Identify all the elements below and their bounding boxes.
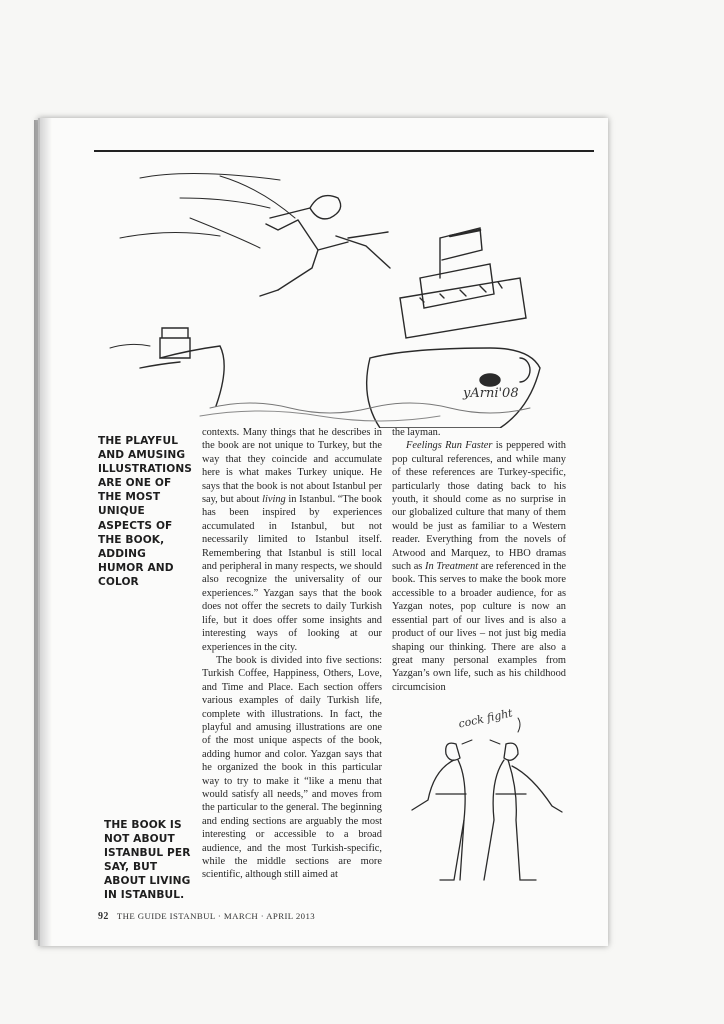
page-number: 92 bbox=[98, 911, 109, 922]
page-gutter-shadow bbox=[40, 118, 52, 946]
pull-quote-illustrations: THE PLAYFUL AND AMUSING ILLUSTRATIONS ARE ONE OF THE MOST UNIQUE ASPECTS OF THE BOOK, ADDING HUMOR AND COLOR bbox=[98, 435, 193, 588]
article-paragraph: The book is divided into five sections: Turkish Coffee, Happiness, Others, Love, and Time and Place. Each section offers various examples of daily Turkish life, complete with illustrations. In fact, the playful and amusing illustrations are one of the most unique aspects of the book, adding humor and color. Yazgan says that he organized the book in this particular way to try to make it “like a menu that would satisfy all needs,” and moves from the particular to the general. The beginning and ending sections are arguably the most interesting or accessible to a broad audience, and the most Turkish-specific, while the middle sections are more scientific, although still aimed at bbox=[202, 654, 382, 881]
footer-publication: THE GUIDE ISTANBUL · MARCH · APRIL 2013 bbox=[116, 911, 316, 921]
illustration-caption: cock fight bbox=[457, 706, 514, 731]
article-paragraph: Feelings Run Faster is peppered with pop cultural references, and while many of these references are Turkey-specific, particularly those dating back to his youth, it should come as no surprise in our globalized culture that many of them would be just as familiar to a Western reader. Everything from the novels of Atwood and Marquez, to HBO dramas such as In Treatment are referenced in the book. This serves to make the book more accessible to a broader audience, for as Yazgan notes, pop culture is now an essential part of our lives and is also a product of our lives – not just big media shaping our thinking. There are also a great many personal examples from Yazgan’s own life, such as his childhood circumcision bbox=[392, 440, 566, 693]
top-rule bbox=[94, 150, 594, 152]
article-column-middle bbox=[202, 426, 382, 882]
page-footer bbox=[98, 911, 315, 922]
article-column-right bbox=[392, 426, 566, 694]
article-paragraph: contexts. Many things that he describes in the book are not unique to Turkey, but the way that they coincide and accumulate here is what makes Turkey unique. He says that the book is not about Istanbul per say, but about living in Istanbul. “The book has been inspired by experiences accumulated in Istanbul, but not necessarily limited to Istanbul itself. Remembering that Istanbul is still local and peripheral in many respects, we should also recognize the universality of our experiences.” Yazgan says that the book does not offer the secrets to daily Turkish life, but it does offer some insights and interesting ways of looking at our experiences in the city. bbox=[202, 427, 382, 653]
illustrator-signature: yArni'08 bbox=[463, 386, 519, 401]
magazine-page bbox=[38, 118, 608, 946]
cockfight-illustration bbox=[396, 704, 576, 894]
pull-quote-living-in-istanbul: THE BOOK IS NOT ABOUT ISTANBUL PER SAY, BUT ABOUT LIVING IN ISTANBUL. bbox=[104, 819, 191, 902]
article-paragraph: the layman. bbox=[392, 427, 441, 438]
